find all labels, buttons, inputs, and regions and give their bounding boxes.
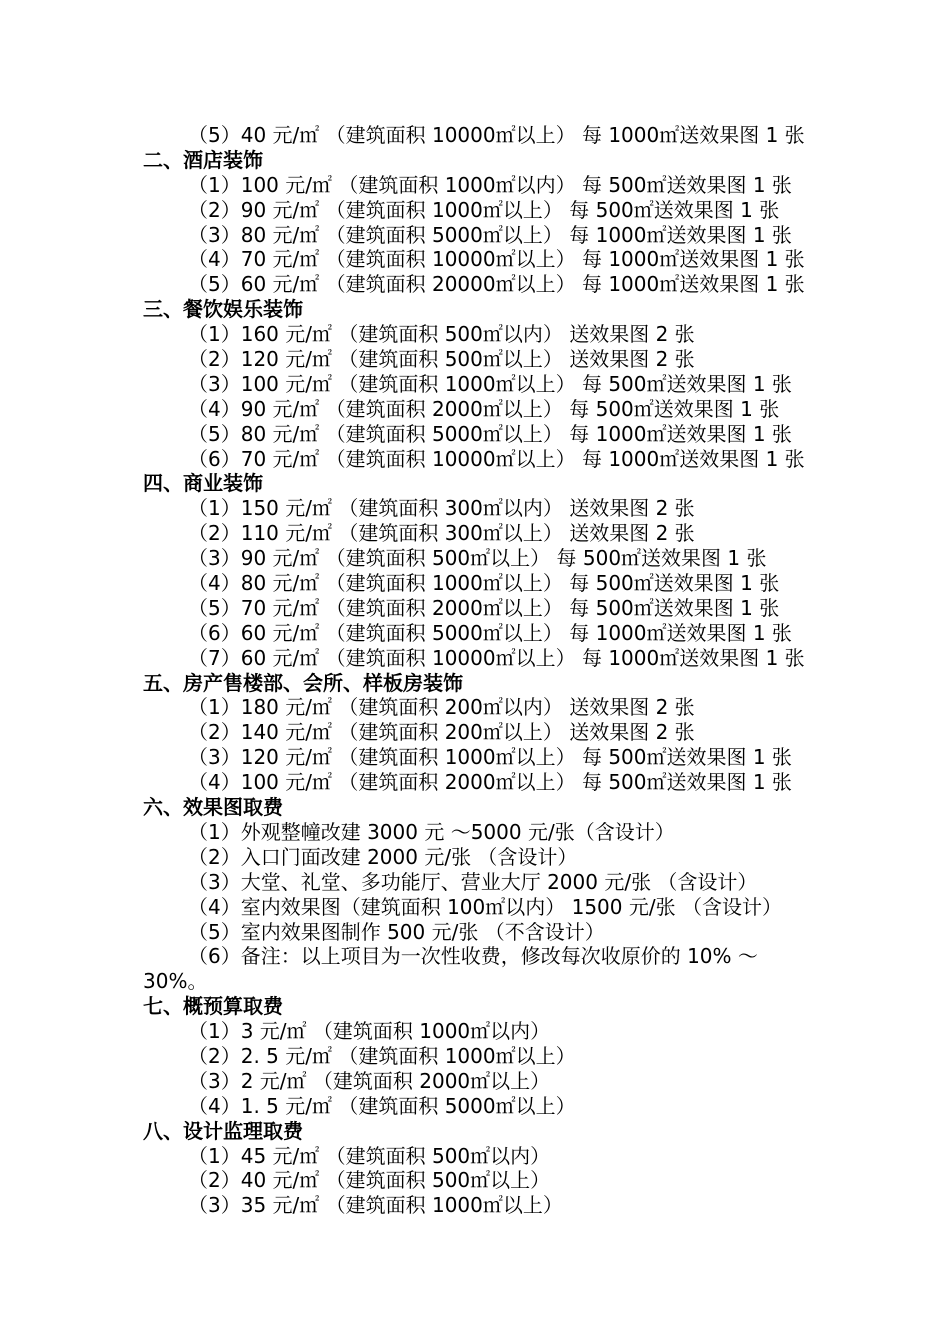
fee-line: （2）40 元/㎡ （建筑面积 500㎡以上） xyxy=(188,1168,551,1193)
fee-line: （5）室内效果图制作 500 元/张 （不含设计） xyxy=(188,919,605,944)
section-heading: 七、概预算取费 xyxy=(143,994,283,1019)
fee-line: （1）180 元/㎡ （建筑面积 200㎡以内） 送效果图 2 张 xyxy=(188,695,695,720)
section-heading: 六、效果图取费 xyxy=(143,795,283,820)
fee-line: （6）70 元/㎡ （建筑面积 10000㎡以上） 每 1000㎡送效果图 1 张 xyxy=(188,446,805,471)
fee-line: （3）120 元/㎡ （建筑面积 1000㎡以上） 每 500㎡送效果图 1 张 xyxy=(188,745,792,770)
fee-line: （3）90 元/㎡ （建筑面积 500㎡以上） 每 500㎡送效果图 1 张 xyxy=(188,546,767,571)
section-heading: 四、商业装饰 xyxy=(143,471,263,496)
fee-line: （3）100 元/㎡ （建筑面积 1000㎡以上） 每 500㎡送效果图 1 张 xyxy=(188,371,792,396)
note-continuation: 30%。 xyxy=(143,969,208,994)
fee-line: （4）70 元/㎡ （建筑面积 10000㎡以上） 每 1000㎡送效果图 1 张 xyxy=(188,247,805,272)
fee-line: （1）160 元/㎡ （建筑面积 500㎡以内） 送效果图 2 张 xyxy=(188,322,695,347)
fee-line: （4）90 元/㎡ （建筑面积 2000㎡以上） 每 500㎡送效果图 1 张 xyxy=(188,396,780,421)
fee-line: （5）70 元/㎡ （建筑面积 2000㎡以上） 每 500㎡送效果图 1 张 xyxy=(188,595,780,620)
fee-line: （2）90 元/㎡ （建筑面积 1000㎡以上） 每 500㎡送效果图 1 张 xyxy=(188,197,780,222)
section-heading: 八、设计监理取费 xyxy=(143,1118,303,1143)
fee-line: （2）入口门面改建 2000 元/张 （含设计） xyxy=(188,844,578,869)
fee-line: （3）大堂、礼堂、多功能厅、营业大厅 2000 元/张 （含设计） xyxy=(188,869,758,894)
fee-line: （1）外观整幢改建 3000 元 ～5000 元/张（含设计） xyxy=(188,819,675,844)
section-heading: 三、餐饮娱乐装饰 xyxy=(143,297,303,322)
fee-line: （2）2. 5 元/㎡ （建筑面积 1000㎡以上） xyxy=(188,1043,576,1068)
fee-line: （4）80 元/㎡ （建筑面积 1000㎡以上） 每 500㎡送效果图 1 张 xyxy=(188,571,780,596)
fee-line: （1）45 元/㎡ （建筑面积 500㎡以内） xyxy=(188,1143,551,1168)
fee-line: （1）3 元/㎡ （建筑面积 1000㎡以内） xyxy=(188,1019,551,1044)
fee-line: （1）150 元/㎡ （建筑面积 300㎡以内） 送效果图 2 张 xyxy=(188,496,695,521)
fee-line: （7）60 元/㎡ （建筑面积 10000㎡以上） 每 1000㎡送效果图 1 张 xyxy=(188,645,805,670)
fee-line: （5）60 元/㎡ （建筑面积 20000㎡以上） 每 1000㎡送效果图 1 张 xyxy=(188,272,805,297)
fee-line: （5）80 元/㎡ （建筑面积 5000㎡以上） 每 1000㎡送效果图 1 张 xyxy=(188,421,792,446)
note-line: （6）备注：以上项目为一次性收费，修改每次收原价的 10% ～ xyxy=(188,944,758,969)
fee-line: （3）80 元/㎡ （建筑面积 5000㎡以上） 每 1000㎡送效果图 1 张 xyxy=(188,222,792,247)
fee-schedule-body xyxy=(143,123,843,1218)
fee-line: （4）1. 5 元/㎡ （建筑面积 5000㎡以上） xyxy=(188,1093,576,1118)
section-heading: 五、房产售楼部、会所、样板房装饰 xyxy=(143,670,463,695)
fee-line: （1）100 元/㎡ （建筑面积 1000㎡以内） 每 500㎡送效果图 1 张 xyxy=(188,172,792,197)
fee-line: （2）140 元/㎡ （建筑面积 200㎡以上） 送效果图 2 张 xyxy=(188,720,695,745)
fee-line: （5）40 元/㎡ （建筑面积 10000㎡以上） 每 1000㎡送效果图 1 张 xyxy=(188,123,805,147)
fee-line: （6）60 元/㎡ （建筑面积 5000㎡以上） 每 1000㎡送效果图 1 张 xyxy=(188,620,792,645)
section-heading: 二、酒店装饰 xyxy=(143,147,263,172)
fee-line: （2）110 元/㎡ （建筑面积 300㎡以上） 送效果图 2 张 xyxy=(188,521,695,546)
fee-line: （2）120 元/㎡ （建筑面积 500㎡以上） 送效果图 2 张 xyxy=(188,347,695,372)
fee-line: （4）100 元/㎡ （建筑面积 2000㎡以上） 每 500㎡送效果图 1 张 xyxy=(188,770,792,795)
fee-line: （3）35 元/㎡ （建筑面积 1000㎡以上） xyxy=(188,1193,563,1218)
fee-line: （3）2 元/㎡ （建筑面积 2000㎡以上） xyxy=(188,1068,551,1093)
fee-line: （4）室内效果图（建筑面积 100㎡以内） 1500 元/张 （含设计） xyxy=(188,894,782,919)
